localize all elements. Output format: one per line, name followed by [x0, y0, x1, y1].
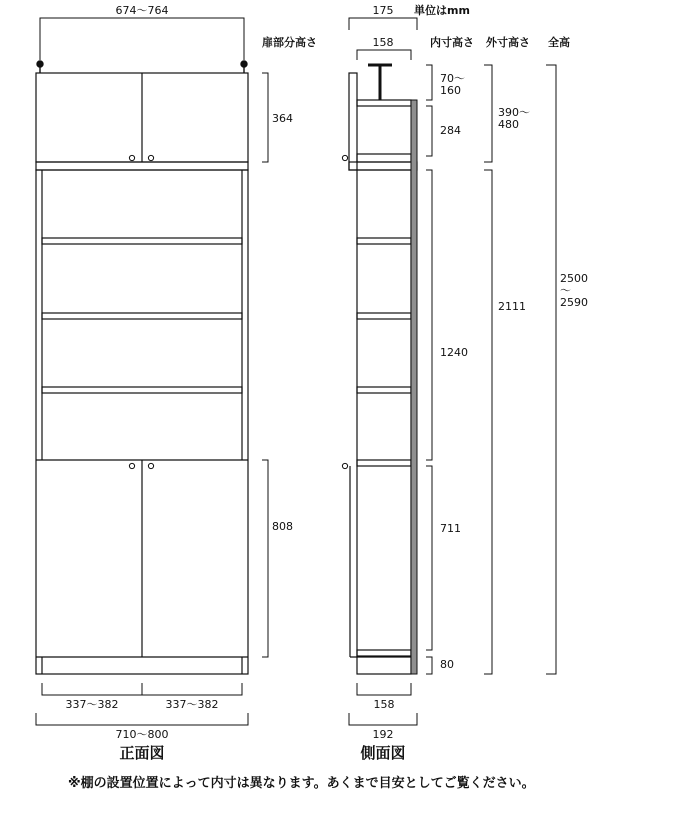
upper-cabinet-base: [36, 162, 248, 170]
door-knobs: [129, 155, 153, 468]
knob-icon: [342, 463, 347, 468]
knob-icon: [129, 463, 134, 468]
unit-label: 単位はmm: [414, 4, 470, 17]
side-shelf-3: [357, 387, 411, 393]
side-knobs: [342, 155, 347, 468]
lower-door-height-label: 808: [272, 520, 293, 533]
adjuster-icon: [37, 61, 43, 67]
door-width-left-label: 337〜382: [65, 698, 119, 711]
inner-middle-label: 1240: [440, 346, 468, 359]
side-bottom-inner-depth: 158: [373, 698, 395, 711]
side-top-outer-depth: 175: [372, 4, 394, 17]
upper-door-side: [349, 73, 357, 170]
upper-base: [349, 162, 417, 170]
side-shelf-1: [357, 238, 411, 244]
top-width-label: 674〜764: [115, 4, 169, 17]
footnote: ※棚の設置位置によって内寸は異なります。あくまで目安としてご覧ください。: [68, 776, 535, 791]
side-view-caption: 側面図: [360, 744, 406, 762]
front-adjusters: [37, 61, 247, 73]
knob-icon: [148, 155, 153, 160]
knob-icon: [342, 155, 347, 160]
side-bottom-outer-depth: 192: [372, 728, 394, 741]
shelf-2: [42, 313, 242, 319]
shelf-3: [42, 387, 242, 393]
inner-upper-label: 284: [440, 124, 461, 137]
upper-top-panel: [357, 100, 411, 106]
door-height-header: 扉部分高さ: [262, 36, 317, 49]
back-panel: [411, 100, 417, 674]
front-view-caption: 正面図: [119, 744, 165, 762]
knob-icon: [148, 463, 153, 468]
side-view: [349, 65, 417, 674]
upper-door-height-label: 364: [272, 112, 293, 125]
door-width-right-label: 337〜382: [165, 698, 219, 711]
upper-bottom-panel: [357, 154, 411, 162]
inner-base-label: 80: [440, 658, 454, 671]
side-bottom-panel: [357, 650, 411, 656]
knob-icon: [129, 155, 134, 160]
main-body-side: [357, 170, 411, 674]
overall-width-label: 710〜800: [115, 728, 169, 741]
side-shelf-4: [357, 460, 411, 466]
inner-lower-label: 711: [440, 522, 461, 535]
outer-lower-label: 2111: [498, 300, 526, 313]
front-view: [36, 73, 248, 674]
shelf-1: [42, 238, 242, 244]
adjuster-icon: [241, 61, 247, 67]
side-shelf-2: [357, 313, 411, 319]
outer-height-header: 外寸高さ: [486, 36, 530, 49]
side-top-inner-depth: 158: [372, 36, 394, 49]
front-dimension-lines: [36, 18, 268, 725]
inner-adjuster-label: 70〜 160: [440, 72, 465, 97]
outer-upper-label: 390〜 480: [498, 106, 530, 131]
inner-height-header: 内寸高さ: [430, 36, 474, 49]
total-height-label: 2500 〜 2590: [560, 272, 588, 309]
total-height-header: 全高: [548, 36, 570, 49]
